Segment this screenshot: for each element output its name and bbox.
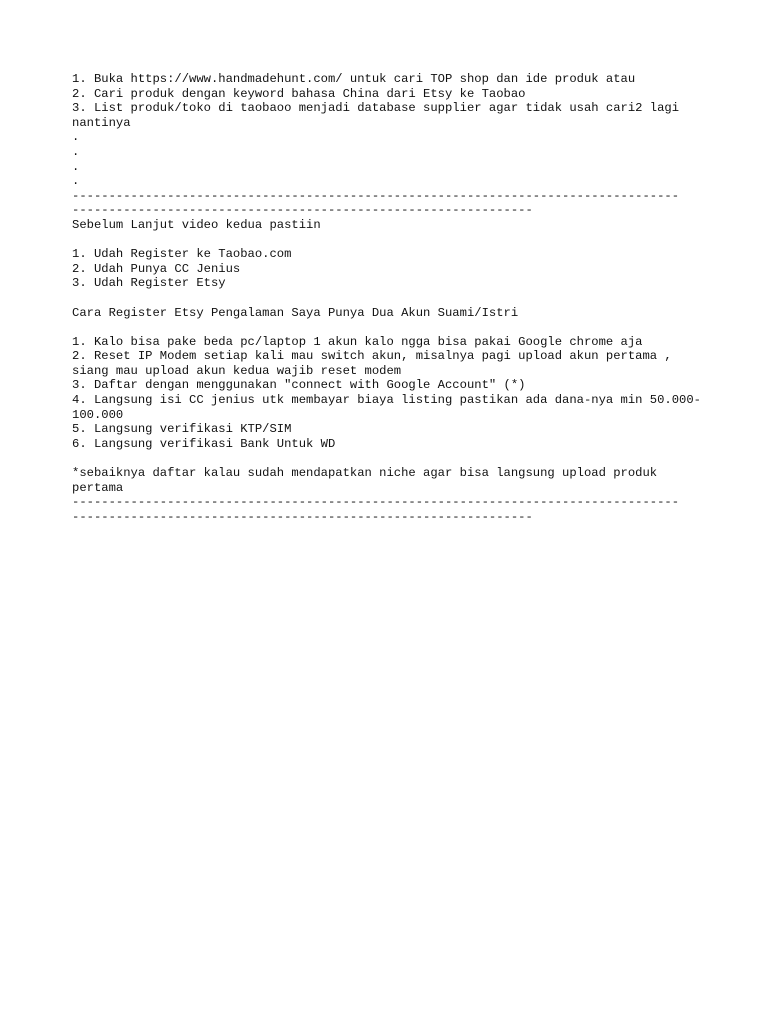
- before-step-2: 2. Udah Punya CC Jenius: [72, 261, 241, 276]
- before-step-3: 3. Udah Register Etsy: [72, 276, 226, 291]
- before-step-1: 1. Udah Register ke Taobao.com: [72, 247, 292, 262]
- dot-line-2: .: [72, 144, 80, 159]
- intro-step-3: 3. List produk/toko di taobaoo menjadi database supplier agar tidak usah cari2 lagi nantinya: [72, 101, 687, 130]
- separator-bottom-a: -----------------------------------------------------------------------------------: [72, 495, 680, 510]
- register-step-4: 4. Langsung isi CC jenius utk membayar biaya listing pastikan ada dana-nya min 50.000-100.000: [72, 393, 701, 422]
- blank-line: [72, 233, 702, 248]
- register-step-6: 6. Langsung verifikasi Bank Untuk WD: [72, 436, 336, 451]
- register-heading: Cara Register Etsy Pengalaman Saya Punya Dua Akun Suami/Istri: [72, 305, 519, 320]
- blank-line: [72, 291, 702, 306]
- blank-line: [72, 320, 702, 335]
- footnote: *sebaiknya daftar kalau sudah mendapatkan niche agar bisa langsung upload produk pertama: [72, 466, 665, 495]
- dot-line-3: .: [72, 159, 80, 174]
- separator-top-b: ---------------------------------------------------------------: [72, 203, 533, 218]
- intro-step-1: 1. Buka https://www.handmadehunt.com/ untuk cari TOP shop dan ide produk atau: [72, 72, 636, 86]
- dot-line-4: .: [72, 174, 80, 189]
- intro-step-2: 2. Cari produk dengan keyword bahasa China dari Etsy ke Taobao: [72, 86, 526, 101]
- register-step-1: 1. Kalo bisa pake beda pc/laptop 1 akun kalo ngga bisa pakai Google chrome aja: [72, 334, 643, 349]
- blank-line: [72, 451, 702, 466]
- separator-top-a: -----------------------------------------------------------------------------------: [72, 188, 680, 203]
- register-step-2: 2. Reset IP Modem setiap kali mau switch akun, misalnya pagi upload akun pertama , siang mau upload akun kedua wajib reset modem: [72, 349, 680, 378]
- document-page: [72, 72, 702, 524]
- before-heading: Sebelum Lanjut video kedua pastiin: [72, 217, 321, 232]
- register-step-5: 5. Langsung verifikasi KTP/SIM: [72, 422, 292, 437]
- register-step-3: 3. Daftar dengan menggunakan "connect with Google Account" (*): [72, 378, 526, 393]
- separator-bottom-b: ---------------------------------------------------------------: [72, 509, 533, 524]
- dot-line-1: .: [72, 130, 80, 145]
